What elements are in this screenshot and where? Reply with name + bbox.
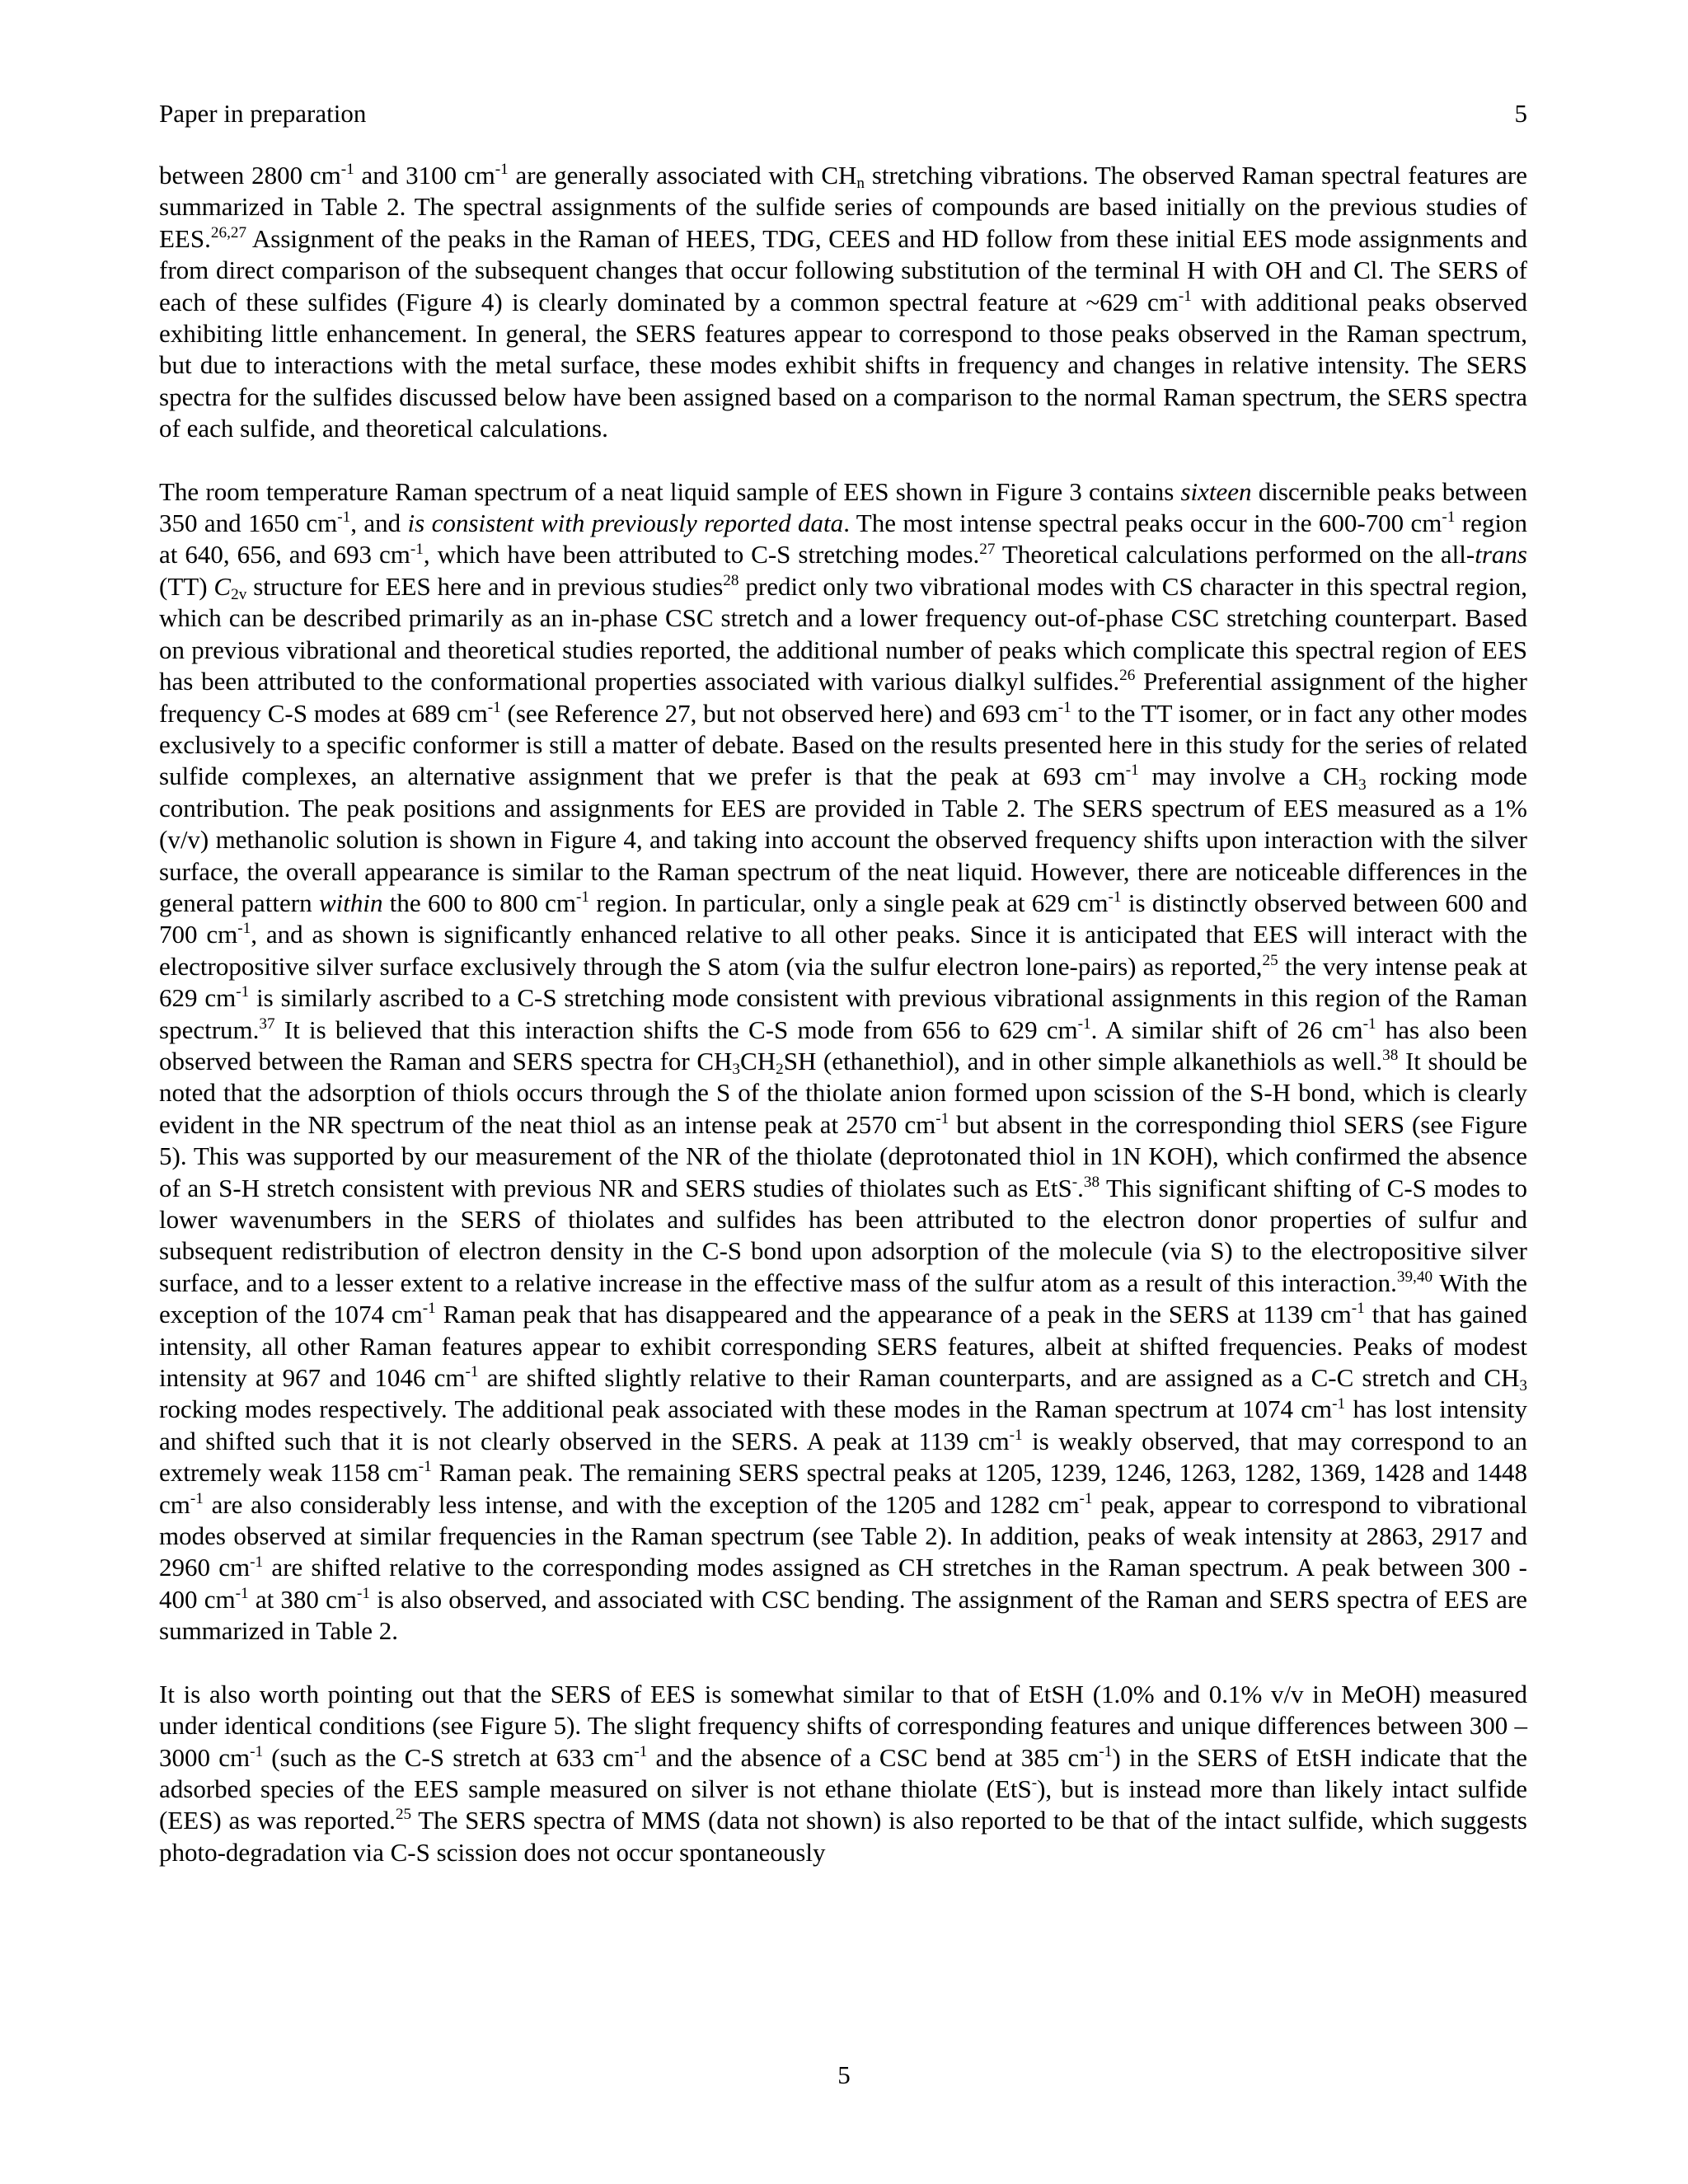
text-run: (TT) [159, 571, 214, 601]
text-run: are shifted slightly relative to their Raman counterparts, and are assigned as a C-C stretch and CH [478, 1363, 1520, 1393]
text-run: is similarly ascribed to a C-S stretching mode consistent with previous vibrational assignments in this region of the Raman spectrum. [159, 983, 1527, 1044]
text-run: that has gained intensity, all other Raman features appear to exhibit corresponding SERS features, albeit at shifted frequencies. Peaks of modest intensity at 967 and 1046 cm [159, 1300, 1527, 1393]
superscript-text: -1 [340, 161, 354, 179]
italic-text: is consistent with previously reported data [407, 509, 844, 538]
superscript-text: 37 [259, 1015, 275, 1033]
superscript-text: -1 [1057, 698, 1071, 716]
superscript-text: -1 [235, 1584, 249, 1602]
text-run: predict only two vibrational modes with CS character in this spectral region, which can be described primarily as an in-phase CSC stretch and a lower frequency out-of-phase CSC stretching counterpart. Based on previous vibrational and theoretical studies reported, the additional number of peaks which complicate this spectral region of EES has been attributed to the conformational properties associated with various dialkyl sulfides. [159, 571, 1527, 696]
superscript-text: -1 [495, 161, 509, 179]
text-run: and the absence of a CSC bend at 385 cm [647, 1742, 1100, 1772]
text-run: is distinctly observed between 600 and 700 cm [159, 888, 1528, 949]
superscript-text: -1 [357, 1584, 371, 1602]
text-run: to the TT isomer, or in fact any other modes exclusively to a specific conformer is still a matter of debate. Based on the results presented here in this study for the series of related sulfide complexes, an alternative assignment that we prefer is that the peak at 693 cm [159, 698, 1527, 791]
text-run: is also observed, and associated with CSC bending. The assignment of the Raman and SERS spectra of EES are summarized in Table 2. [159, 1584, 1528, 1646]
superscript-text: -1 [935, 1109, 950, 1127]
text-run: peak, appear to correspond to vibrational modes observed at similar frequencies in the Raman spectrum (see Table 2). In addition, peaks of weak intensity at 2863, 2917 and 2960 cm [159, 1489, 1527, 1582]
subscript-text: 2v [231, 586, 247, 604]
superscript-text: -1 [465, 1363, 479, 1381]
text-run: CH [740, 1046, 776, 1076]
text-run: Raman peak. The remaining SERS spectral peaks at 1205, 1239, 1246, 1263, 1282, 1369, 1428 and 1448 cm [159, 1458, 1527, 1519]
superscript-text: -1 [1079, 1489, 1093, 1507]
superscript-text: -1 [190, 1489, 204, 1507]
text-run: are shifted relative to the corresponding modes assigned as CH stretches in the Raman spectrum. A peak between 300 - 400 cm [159, 1553, 1527, 1614]
header-page-number: 5 [1514, 99, 1527, 128]
text-run: are generally associated with CH [508, 161, 857, 190]
text-run: but absent in the corresponding thiol SERS (see Figure 5). This was supported by our measurement of the NR of the thiolate (deprotonated thiol in 1N KOH), which confirmed the absence of an S-H stretch consistent with previous NR and SERS studies of thiolates such as EtS [159, 1109, 1527, 1202]
superscript-text: -1 [337, 509, 351, 527]
text-run: . [1077, 1173, 1084, 1202]
text-run: Theoretical calculations performed on the all- [995, 540, 1475, 569]
superscript-text: -1 [418, 1458, 432, 1476]
superscript-text: - [1071, 1173, 1078, 1191]
subscript-text: 3 [732, 1061, 741, 1079]
superscript-text: -1 [487, 698, 501, 716]
text-run: It should be noted that the adsorption of thiols occurs through the S of the thiolate anion formed upon scission of the S-H bond, which is clearly evident in the NR spectrum of the neat thiol as an intense peak at 2570 cm [159, 1046, 1527, 1139]
subscript-text: 2 [776, 1061, 784, 1079]
text-run: stretching vibrations. The observed Raman spectral features are summarized in Table 2. The spectral assignments of the sulfide series of compounds are based initially on the previous studies of EES. [159, 161, 1527, 253]
text-run: ) in the SERS of EtSH indicate that the adsorbed species of the EES sample measured on silver is not ethane thiolate (EtS [159, 1742, 1527, 1803]
text-run: The room temperature Raman spectrum of a neat liquid sample of EES shown in Figure 3 contains [159, 476, 1181, 506]
text-run: , which have been attributed to C-S stretching modes. [423, 540, 980, 569]
superscript-text: 38 [1083, 1173, 1100, 1191]
paragraph [159, 1679, 1527, 1868]
text-run: region. In particular, only a single peak at 629 cm [588, 888, 1109, 917]
subscript-text: n [856, 175, 865, 193]
italic-text: within [318, 888, 383, 917]
paragraph [159, 476, 1527, 1647]
text-run: With the exception of the 1074 cm [159, 1268, 1527, 1329]
text-run: Assignment of the peaks in the Raman of HEES, TDG, CEES and HD follow from these initial EES mode assignments and from direct comparison of the subsequent changes that occur following substitution of the terminal H with OH and Cl. The SERS of each of these sulfides (Figure 4) is clearly dominated by a common spectral feature at ~629 cm [159, 223, 1527, 316]
text-run: . The most intense spectral peaks occur in the 600-700 cm [843, 509, 1442, 538]
body-text [159, 160, 1527, 1868]
superscript-text: 39,40 [1396, 1268, 1433, 1286]
text-run: has lost intensity and shifted such that it is not clearly observed in the SERS. A peak at 1139 cm [159, 1394, 1527, 1455]
italic-text: sixteen [1180, 476, 1252, 506]
superscript-text: -1 [410, 540, 424, 558]
text-run: between 2800 cm [159, 161, 341, 190]
superscript-text: -1 [1108, 888, 1122, 907]
superscript-text: 26,27 [210, 223, 247, 241]
italic-text: C [213, 571, 232, 601]
text-run: at 380 cm [248, 1584, 358, 1614]
text-run: and 3100 cm [354, 161, 495, 190]
superscript-text: -1 [1442, 509, 1456, 527]
superscript-text: -1 [1362, 1015, 1376, 1033]
italic-text: trans [1475, 540, 1527, 569]
superscript-text: 38 [1382, 1047, 1399, 1065]
superscript-text: -1 [1178, 287, 1192, 305]
superscript-text: -1 [1351, 1300, 1365, 1318]
superscript-text: -1 [1077, 1015, 1091, 1033]
text-run: discernible peaks between 350 and 1650 cm [159, 476, 1527, 538]
superscript-text: 25 [395, 1806, 412, 1824]
text-run: rocking mode contribution. The peak positions and assignments for EES are provided in Table 2. The SERS spectrum of EES measured as a 1% (v/v) methanolic solution is shown in Figure 4, and taking into account the observed frequency shifts upon interaction with the silver surface, the overall appearance is similar to the Raman spectrum of the neat liquid. However, there are noticeable differences in the general pattern [159, 762, 1527, 917]
text-run: , and [350, 509, 408, 538]
subscript-text: 3 [1519, 1377, 1528, 1395]
text-run: (see Reference 27, but not observed here) and 693 cm [500, 698, 1058, 728]
superscript-text: 28 [723, 571, 739, 589]
text-run: with additional peaks observed exhibiting little enhancement. In general, the SERS features appear to correspond to those peaks observed in the Raman spectrum, but due to interactions with the metal surface, these modes exhibit shifts in frequency and changes in relative intensity. The SERS spectra for the sulfides discussed below have been assigned based on a comparison to the normal Raman spectrum, the SERS spectra of each sulfide, and theoretical calculations. [159, 287, 1527, 443]
text-run: rocking modes respectively. The additional peak associated with these modes in the Raman spectrum at 1074 cm [159, 1394, 1333, 1424]
superscript-text: -1 [250, 1742, 264, 1760]
superscript-text: -1 [236, 983, 250, 1001]
text-run: ), but is instead more than likely intact sulfide (EES) as was reported. [159, 1774, 1527, 1835]
superscript-text: -1 [634, 1742, 648, 1760]
text-run: . A similar shift of 26 cm [1090, 1015, 1363, 1044]
superscript-text: -1 [250, 1553, 264, 1571]
running-title: Paper in preparation [159, 99, 367, 128]
text-run: It is believed that this interaction shifts the C-S mode from 656 to 629 cm [274, 1015, 1078, 1044]
text-run: the very intense peak at 629 cm [159, 951, 1527, 1013]
footer-page-number: 5 [837, 2060, 851, 2089]
superscript-text: -1 [1009, 1426, 1023, 1444]
superscript-text: -1 [1332, 1394, 1346, 1413]
superscript-text: 25 [1262, 951, 1278, 969]
text-run: This significant shifting of C-S modes to lower wavenumbers in the SERS of thiolates and sulfides has been attributed to the electron donor properties of sulfur and subsequent redistribution of electron density in the C-S bond upon adsorption of the molecule (via S) to the electropositive silver surface, and to a lesser extent to a relative increase in the effective mass of the sulfur atom as a result of this interaction. [159, 1173, 1527, 1297]
text-run: may involve a CH [1138, 762, 1359, 791]
text-run: region at 640, 656, and 693 cm [159, 509, 1527, 569]
text-run: The SERS spectra of MMS (data not shown) is also reported to be that of the intact sulfide, which suggests photo-degradation via C-S scission does not occur spontaneously [159, 1806, 1527, 1867]
superscript-text: -1 [1099, 1742, 1113, 1760]
text-run: Preferential assignment of the higher frequency C-S modes at 689 cm [159, 667, 1528, 728]
subscript-text: 3 [1358, 776, 1367, 794]
superscript-text: -1 [422, 1300, 436, 1318]
text-run: is weakly observed, that may correspond to an extremely weak 1158 cm [159, 1426, 1527, 1488]
paragraph [159, 160, 1527, 445]
text-run: has also been observed between the Raman and SERS spectra for CH [159, 1015, 1527, 1076]
superscript-text: -1 [1125, 762, 1139, 780]
superscript-text: 27 [979, 540, 996, 558]
text-run: SH (ethanethiol), and in other simple alkanethiols as well. [783, 1046, 1383, 1076]
text-run: (such as the C-S stretch at 633 cm [263, 1742, 635, 1772]
text-run: are also considerably less intense, and with the exception of the 1205 and 1282 cm [203, 1489, 1080, 1519]
superscript-text: - [1031, 1774, 1038, 1792]
superscript-text: 26 [1119, 667, 1136, 685]
text-run: the 600 to 800 cm [382, 888, 576, 917]
text-run: Raman peak that has disappeared and the appearance of a peak in the SERS at 1139 cm [435, 1300, 1352, 1329]
superscript-text: -1 [237, 920, 251, 938]
superscript-text: -1 [575, 888, 589, 907]
text-run: , and as shown is significantly enhanced relative to all other peaks. Since it is anticipated that EES will interact with the electropositive silver surface exclusively through the S atom (via the sulfur electron lone-pairs) as reported, [159, 920, 1528, 981]
text-run: structure for EES here and in previous studies [246, 571, 724, 601]
text-run: It is also worth pointing out that the SERS of EES is somewhat similar to that of EtSH (1.0% and 0.1% v/v in MeOH) measured under identical conditions (see Figure 5). The slight frequency shifts of corresponding features and unique differences between 300 – 3000 cm [159, 1679, 1527, 1772]
